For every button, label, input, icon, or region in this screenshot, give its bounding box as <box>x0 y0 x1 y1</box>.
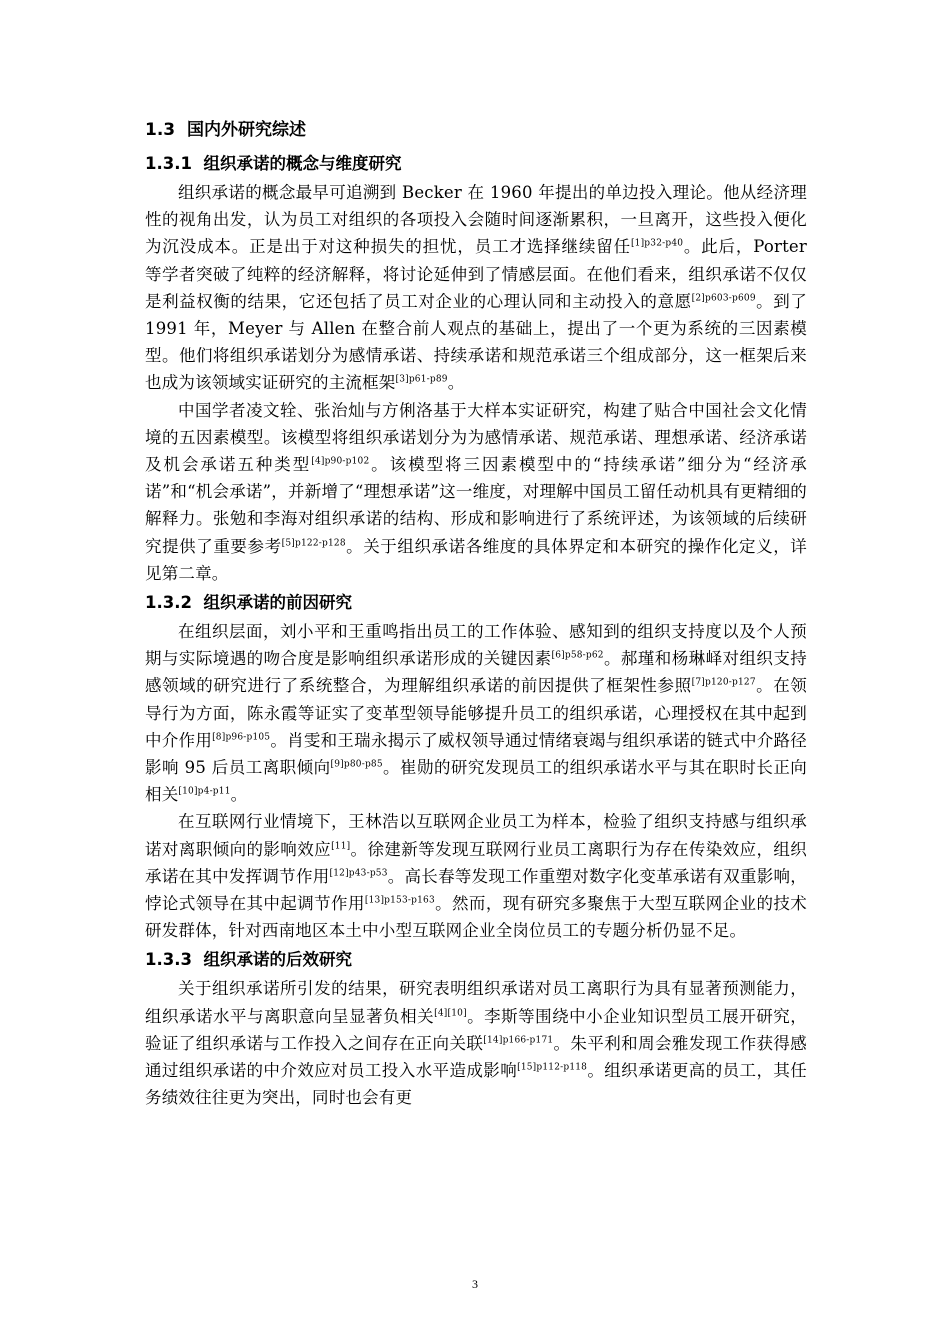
citation: [8]p96-p105 <box>212 732 271 743</box>
paragraph <box>145 397 807 587</box>
citation: [11] <box>331 840 351 851</box>
paragraph-text: 。 <box>447 373 465 393</box>
paragraph-text: 在组织层面，刘小平和王重鸣指出员工的工作体验、感知到的组织支持度以及个人预期与实际境遇的吻合度是影响组织承诺形成的关键因素 <box>145 622 807 669</box>
paragraph <box>145 618 807 808</box>
citation: [7]p120-p127 <box>691 677 756 688</box>
subsection-number: 1.3.1 <box>145 154 192 173</box>
section-heading <box>145 116 807 144</box>
citation: [1]p32-p40 <box>630 238 684 249</box>
subsection-heading <box>145 589 807 617</box>
paragraph-text: 组织承诺的概念最早可追溯到 Becker 在 1960 年提出的单边投入理论。他从经济理性的视角出发，认为员工对组织的各项投入会随时间逐渐累积，一旦离开，这些投入便化为沉没成本。正是出于对这种损失的担忧，员工才选择继续留任 <box>145 183 807 257</box>
page-body <box>145 112 807 1112</box>
subsection-title: 组织承诺的后效研究 <box>203 950 352 970</box>
paragraph-text: 。关于组织承诺各维度的具体界定和本研究的操作化定义，详见第二章。 <box>145 536 807 583</box>
citation: [12]p43-p53 <box>329 868 388 879</box>
citation: [6]p58-p62 <box>551 650 604 661</box>
citation: [9]p80-p85 <box>330 759 383 770</box>
paragraph-text: 。组织承诺更高的员工，其任务绩效往往更为突出，同时也会有更 <box>145 1061 807 1108</box>
paragraph-text: 。崔勋的研究发现员工的组织承诺水平与其在职时长正向相关 <box>145 758 807 805</box>
subsection-heading <box>145 946 807 974</box>
paragraph-text: 。肖雯和王瑞永揭示了威权领导通过情绪衰竭与组织承诺的链式中介路径影响 95 后员工离职倾向 <box>145 730 807 778</box>
paragraph-text: 。徐建新等发现互联网行业员工离职行为存在传染效应，组织承诺在其中发挥调节作用 <box>145 839 808 886</box>
paragraph-text: 。然而，现有研究多聚焦于大型互联网企业的技术研发群体，针对西南地区本土中小型互联网企业全岗位员工的专题分析仍显不足。 <box>145 894 807 941</box>
subsection-heading <box>145 150 807 178</box>
subsection-title: 组织承诺的前因研究 <box>203 593 352 613</box>
citation: [13]p153-p163 <box>364 895 435 906</box>
page-number: 3 <box>472 1277 478 1291</box>
paragraph-text: 。此后，Porter 等学者突破了纯粹的经济解释，将讨论延伸到了情感层面。在他们看来，组织承诺不仅仅是利益权衡的结果，它还包括了员工对企业的心理认同和主动投入的意愿 <box>145 237 807 311</box>
citation: [2]p603-p609 <box>691 293 756 304</box>
paragraph-text: 关于组织承诺所引发的结果，研究表明组织承诺对员工离职行为具有显著预测能力，组织承诺水平与离职意向呈显著负相关 <box>145 979 807 1026</box>
section-title: 国内外研究综述 <box>186 120 306 140</box>
paragraph <box>145 179 807 397</box>
citation: [4][10] <box>434 1007 467 1018</box>
citation: [15]p112-p118 <box>517 1062 588 1073</box>
paragraph-text: 。高长春等发现工作重塑对数字化变革承诺有双重影响，悖论式领导在其中起调节作用 <box>145 866 808 914</box>
citation: [4]p90-p102 <box>311 456 370 467</box>
paragraph <box>145 808 807 944</box>
citation: [5]p122-p128 <box>281 537 346 548</box>
citation: [10]p4-p11 <box>178 786 231 797</box>
citation: [14]p166-p171 <box>483 1035 554 1046</box>
subsection-number: 1.3.2 <box>145 593 192 613</box>
paragraph-text: 。在领导行为方面，陈永霞等证实了变革型领导能够提升员工的组织承诺，心理授权在其中起到中介作用 <box>145 676 807 750</box>
paragraph <box>145 975 807 1111</box>
paragraph-text: 。到了 1991 年，Meyer 与 Allen 在整合前人观点的基础上，提出了一个更为系统的三因素模型。他们将组织承诺划分为感情承诺、持续承诺和规范承诺三个组成部分，这一框架后来也成为该领域实证研究的主流框架 <box>145 291 807 393</box>
paragraph-text: 。 <box>230 785 248 805</box>
paragraph-text: 。李斯等围绕中小企业知识型员工展开研究，验证了组织承诺与工作投入之间存在正向关联 <box>145 1006 807 1053</box>
subsection-number: 1.3.3 <box>145 950 192 970</box>
paragraph-text: 中国学者凌文辁、张治灿与方俐洛基于大样本实证研究，构建了贴合中国社会文化情境的五因素模型。该模型将组织承诺划分为为感情承诺、规范承诺、理想承诺、经济承诺及机会承诺五种类型 <box>145 400 807 475</box>
subsection-title: 组织承诺的概念与维度研究 <box>203 154 402 173</box>
paragraph-text: 在互联网行业情境下，王林浩以互联网企业员工为样本，检验了组织支持感与组织承诺对离职倾向的影响效应 <box>145 812 807 859</box>
paragraph-text: 。朱平利和周会雅发现工作获得感通过组织承诺的中介效应对员工投入水平造成影响 <box>145 1033 808 1081</box>
paragraph-text: 。郝瑾和杨琳峄对组织支持感领域的研究进行了系统整合，为理解组织承诺的前因提供了框架性参照 <box>145 649 807 696</box>
paragraph-text: 。该模型将三因素模型中的“持续承诺”细分为“经济承诺”和“机会承诺”，并新增了“理想承诺”这一维度，对理解中国员工留任动机具有更精细的解释力。张勉和李海对组织承诺的结构、形成和影响进行了系统评述，为该领域的后续研究提供了重要参考 <box>145 455 807 556</box>
section-number: 1.3 <box>145 120 176 140</box>
citation: [3]p61-p89 <box>395 374 448 385</box>
